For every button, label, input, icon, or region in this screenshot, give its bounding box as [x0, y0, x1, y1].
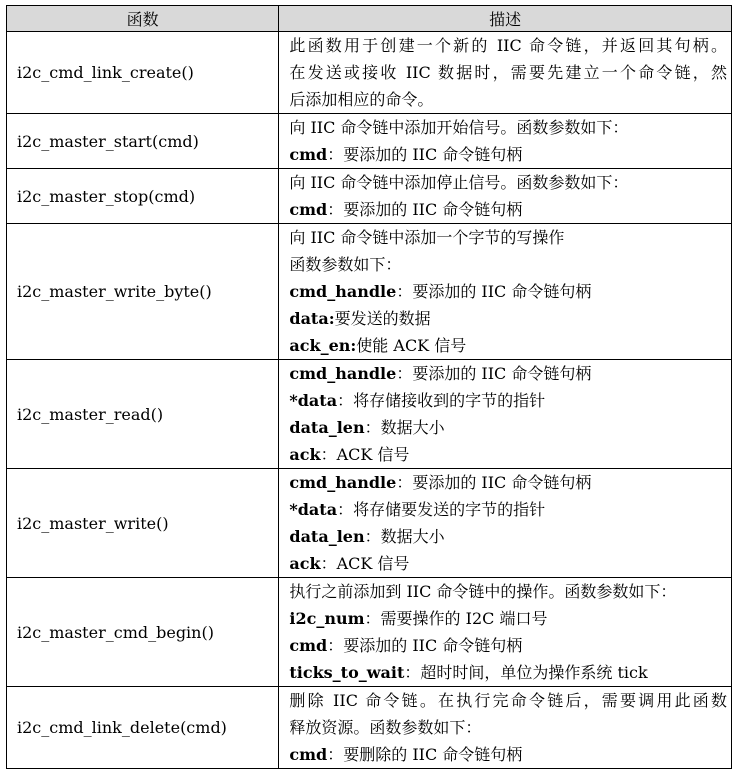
- function-name: i2c_master_start(cmd): [7, 114, 279, 169]
- table-row: [7, 224, 732, 360]
- parameter-name: cmd_handle: [289, 364, 397, 383]
- description-text: 函数参数如下：: [289, 255, 402, 274]
- parameter-name: ack: [289, 554, 321, 573]
- description-text: ：要添加的 IIC 命令链句柄: [396, 282, 592, 301]
- description-text: 向 IIC 命令链中添加停止信号。函数参数如下：: [289, 173, 629, 192]
- description-text: 此函数用于创建一个新的 IIC 命令链，并返回其句柄。: [289, 36, 727, 55]
- parameter-name: ack_en:: [289, 336, 357, 355]
- description-line: [289, 224, 727, 251]
- description-text: 向 IIC 命令链中添加一个字节的写操作: [289, 228, 565, 247]
- parameter-name: ticks_to_wait: [289, 663, 405, 682]
- parameter-name: data:: [289, 309, 335, 328]
- description-line: [289, 496, 727, 523]
- description-line: [289, 169, 727, 196]
- description-line: [289, 278, 727, 305]
- description-line: [289, 32, 727, 59]
- description-line: [289, 523, 727, 550]
- table-row: [7, 360, 732, 469]
- description-line: [289, 550, 727, 577]
- description-line: [289, 414, 727, 441]
- description-line: [289, 659, 727, 686]
- parameter-name: data_len: [289, 527, 365, 546]
- table-body: [7, 32, 732, 769]
- description-line: [289, 59, 727, 86]
- description-text: ：ACK 信号: [320, 445, 410, 464]
- description-line: [289, 86, 727, 113]
- description-text: ：将存储接收到的字节的指针: [337, 391, 546, 410]
- description-line: [289, 387, 727, 414]
- parameter-name: cmd: [289, 636, 328, 655]
- description-line: [289, 332, 727, 359]
- description-text: ：需要操作的 I2C 端口号: [364, 609, 548, 628]
- function-name: i2c_master_write_byte(): [7, 224, 279, 360]
- table-header-row: [7, 6, 732, 32]
- description-text: 要发送的数据: [334, 309, 431, 328]
- description-line: [289, 714, 727, 741]
- description-line: [289, 305, 727, 332]
- function-description: [279, 687, 732, 769]
- description-text: 使能 ACK 信号: [356, 336, 467, 355]
- description-text: ：要添加的 IIC 命令链句柄: [327, 145, 523, 164]
- description-line: [289, 114, 727, 141]
- description-text: ：将存储要发送的字节的指针: [337, 500, 546, 519]
- description-text: ：数据大小: [364, 418, 445, 437]
- description-text: ：ACK 信号: [320, 554, 410, 573]
- parameter-name: *data: [289, 391, 338, 410]
- function-description: [279, 224, 732, 360]
- function-name: i2c_cmd_link_create(): [7, 32, 279, 114]
- function-description: [279, 114, 732, 169]
- header-description: 描述: [279, 6, 732, 32]
- function-name: i2c_master_stop(cmd): [7, 169, 279, 224]
- table-row: [7, 169, 732, 224]
- description-text: ：要删除的 IIC 命令链句柄: [327, 745, 523, 764]
- parameter-name: i2c_num: [289, 609, 365, 628]
- description-text: ：要添加的 IIC 命令链句柄: [327, 200, 523, 219]
- description-text: 释放资源。函数参数如下：: [289, 718, 482, 737]
- description-text: ：数据大小: [364, 527, 445, 546]
- parameter-name: cmd: [289, 200, 328, 219]
- description-text: 后添加相应的命令。: [289, 90, 434, 109]
- table-row: [7, 114, 732, 169]
- description-text: 向 IIC 命令链中添加开始信号。函数参数如下：: [289, 118, 629, 137]
- function-description: [279, 578, 732, 687]
- description-line: [289, 578, 727, 605]
- function-name: i2c_master_read(): [7, 360, 279, 469]
- parameter-name: cmd_handle: [289, 282, 397, 301]
- parameter-name: cmd_handle: [289, 473, 397, 492]
- parameter-name: cmd: [289, 145, 328, 164]
- function-name: i2c_cmd_link_delete(cmd): [7, 687, 279, 769]
- description-line: [289, 687, 727, 714]
- parameter-name: cmd: [289, 745, 328, 764]
- table-row: [7, 32, 732, 114]
- function-description: [279, 360, 732, 469]
- description-text: ：要添加的 IIC 命令链句柄: [396, 364, 592, 383]
- description-line: [289, 360, 727, 387]
- table-row: [7, 687, 732, 769]
- description-text: ：要添加的 IIC 命令链句柄: [327, 636, 523, 655]
- description-line: [289, 741, 727, 768]
- description-text: 执行之前添加到 IIC 命令链中的操作。函数参数如下：: [289, 582, 677, 601]
- function-name: i2c_master_cmd_begin(): [7, 578, 279, 687]
- function-description: [279, 169, 732, 224]
- description-line: [289, 196, 727, 223]
- header-function: 函数: [7, 6, 279, 32]
- description-line: [289, 441, 727, 468]
- parameter-name: *data: [289, 500, 338, 519]
- description-text: ：要添加的 IIC 命令链句柄: [396, 473, 592, 492]
- function-name: i2c_master_write(): [7, 469, 279, 578]
- table-row: [7, 578, 732, 687]
- description-line: [289, 632, 727, 659]
- function-description: [279, 469, 732, 578]
- description-line: [289, 141, 727, 168]
- description-text: ：超时时间，单位为操作系统 tick: [404, 663, 648, 682]
- function-table: [6, 5, 732, 769]
- description-line: [289, 469, 727, 496]
- description-line: [289, 605, 727, 632]
- description-text: 删除 IIC 命令链。在执行完命令链后，需要调用此函数: [289, 691, 727, 710]
- table-row: [7, 469, 732, 578]
- function-description: [279, 32, 732, 114]
- parameter-name: ack: [289, 445, 321, 464]
- description-text: 在发送或接收 IIC 数据时，需要先建立一个命令链，然: [289, 63, 727, 82]
- description-line: [289, 251, 727, 278]
- parameter-name: data_len: [289, 418, 365, 437]
